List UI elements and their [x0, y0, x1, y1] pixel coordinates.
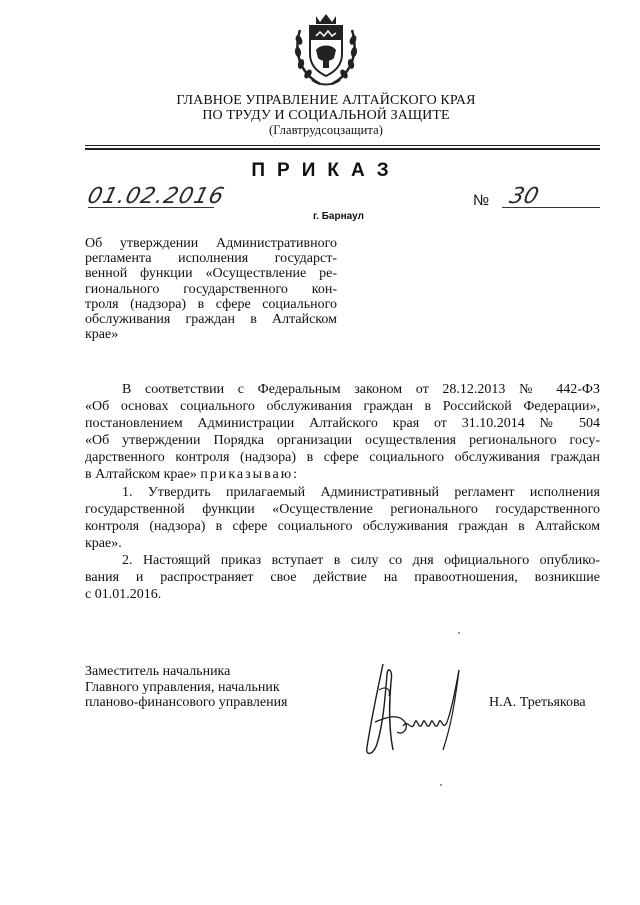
- signatory-name: Н.А. Третьякова: [489, 695, 586, 710]
- scan-speck: [440, 784, 442, 786]
- role-line: планово-финансового управления: [85, 695, 288, 710]
- body-line: постановлением Администрации Алтайского края от 31.10.2014 № 504: [85, 416, 600, 432]
- subject-line: Об утверждении Административного: [85, 236, 337, 251]
- header-divider-thick: [85, 148, 600, 150]
- number-underline: [502, 207, 600, 208]
- signatory-role: [85, 664, 288, 711]
- item-1-line: крае».: [85, 535, 122, 551]
- city-label: г. Барнаул: [313, 211, 364, 222]
- subject-line: троля (надзора) в сфере социального: [85, 296, 337, 312]
- org-name-line-2: ПО ТРУДУ И СОЦИАЛЬНОЙ ЗАЩИТЕ: [202, 108, 450, 123]
- item-1-line: государственной функции «Осуществление регионального государственного: [85, 501, 600, 517]
- handwritten-number: 30: [506, 184, 542, 209]
- coat-of-arms-emblem: [290, 10, 362, 92]
- item-1-line: 1. Утвердить прилагаемый Административный регламент исполнения: [122, 484, 600, 500]
- subject-line: обслуживания граждан в Алтайском: [85, 312, 337, 328]
- subject-line: регламента исполнения государст-: [85, 251, 337, 267]
- org-short-name: (Главтрудсоцзащита): [268, 123, 383, 137]
- subject-line: гионального государственного кон-: [85, 281, 337, 297]
- handwritten-date: 01.02.2016: [84, 184, 228, 209]
- number-label: №: [473, 192, 490, 209]
- scan-speck: [458, 632, 460, 634]
- subject-block: [85, 236, 337, 342]
- item-2-line: с 01.01.2016.: [85, 587, 162, 603]
- body-line: «Об утверждении Порядка организации осуществления регионального госу-: [85, 433, 600, 449]
- date-underline: [88, 207, 214, 208]
- body-line: дарственного контроля (надзора) в сфере социального обслуживания граждан: [85, 450, 600, 466]
- org-name-line-1: ГЛАВНОЕ УПРАВЛЕНИЕ АЛТАЙСКОГО КРАЯ: [176, 93, 476, 108]
- body-line: В соответствии с Федеральным законом от 28.12.2013 № 442-ФЗ: [122, 382, 600, 397]
- header-divider-thin: [85, 145, 600, 146]
- subject-line: крае»: [85, 327, 119, 343]
- document-title: ПРИКАЗ: [251, 160, 401, 181]
- item-2-line: 2. Настоящий приказ вступает в силу со дня официального опублико-: [122, 552, 600, 568]
- item-1-line: контроля (надзора) в сфере социального обслуживания граждан в Алтайском: [85, 518, 600, 534]
- role-line: Заместитель начальника: [85, 664, 231, 679]
- body-line: «Об основах социального обслуживания граждан в Российской Федерации»,: [85, 399, 600, 415]
- role-line: Главного управления, начальник: [85, 679, 280, 695]
- body-line-last: [85, 466, 600, 483]
- order-keyword: приказываю:: [200, 467, 300, 483]
- item-2-line: вания и распространяет свое действие на правоотношения, возникшие: [85, 570, 600, 586]
- handwritten-signature: [355, 652, 485, 762]
- body-text: в Алтайском крае»: [85, 467, 197, 483]
- document-body: [85, 381, 600, 603]
- subject-line: венной функции «Осуществление ре-: [85, 266, 337, 282]
